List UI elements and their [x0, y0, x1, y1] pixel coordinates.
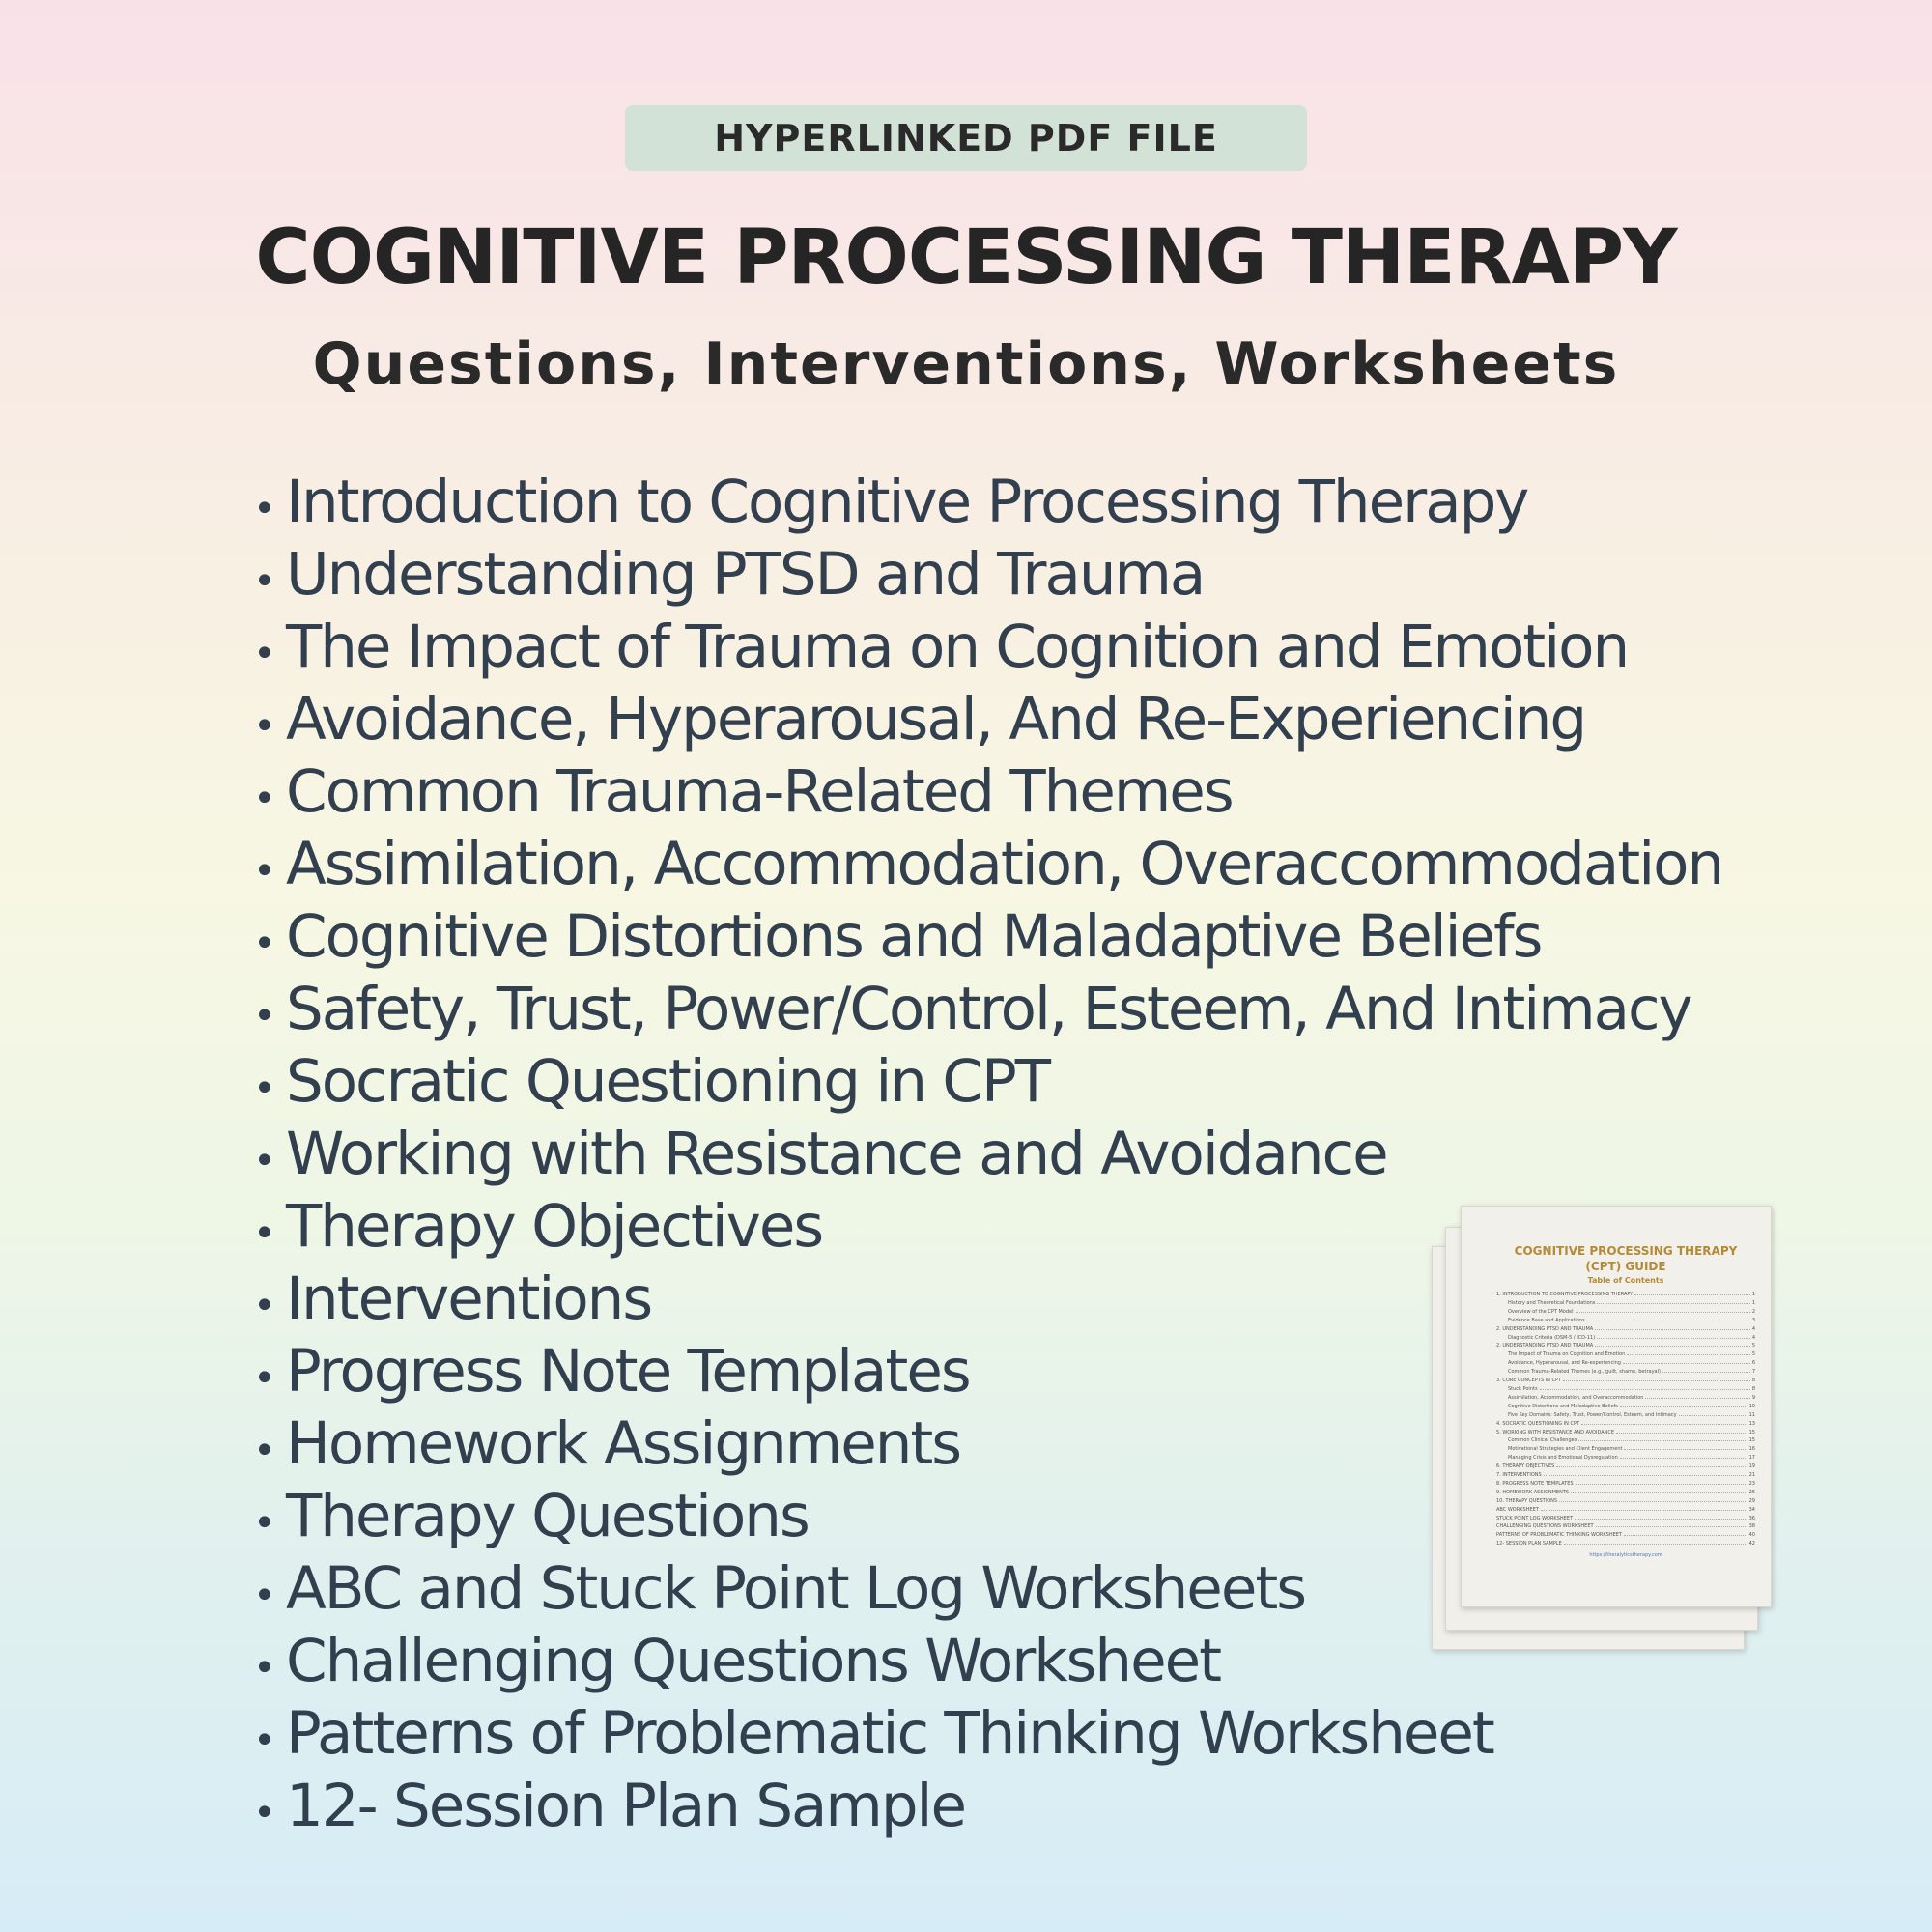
toc-entry [1496, 1385, 1755, 1394]
toc-entry [1496, 1515, 1755, 1523]
toc-entry-text: Assimilation, Accommodation, and Overaccommodation [1508, 1394, 1644, 1401]
topic-item [253, 466, 1722, 538]
bullet-icon: • [253, 1719, 276, 1763]
toc-entry-text: Avoidance, Hyperarousal, and Re-experiencing [1508, 1360, 1621, 1367]
topic-label: Progress Note Templates [286, 1337, 970, 1406]
topic-label: Introduction to Cognitive Processing Therapy [286, 468, 1528, 536]
toc-entry-text: 10. THERAPY QUESTIONS [1496, 1497, 1558, 1504]
topic-label: Therapy Objectives [286, 1192, 823, 1261]
toc-leader [1620, 1454, 1747, 1459]
bullet-icon: • [253, 1356, 276, 1401]
toc-entry-page: 7 [1751, 1369, 1755, 1376]
toc-leader [1616, 1429, 1747, 1434]
toc-leader [1576, 1480, 1747, 1485]
bullet-icon: • [253, 1211, 276, 1256]
toc-entry-page: 8 [1751, 1378, 1755, 1384]
toc-entry-page: 2 [1751, 1308, 1755, 1315]
toc-entry-text: Stuck Points [1508, 1385, 1538, 1392]
bullet-icon: • [253, 1646, 276, 1690]
topic-label: Safety, Trust, Power/Control, Esteem, And Intimacy [286, 975, 1691, 1043]
toc-entry-text: Common Clinical Challenges [1508, 1437, 1577, 1444]
toc-leader [1544, 1471, 1747, 1476]
toc-entry-page: 11 [1748, 1411, 1755, 1418]
bullet-icon: • [253, 922, 276, 966]
toc-entry-text: Five Key Domains: Safety, Trust, Power/Control, Esteem, and Intimacy [1508, 1411, 1677, 1418]
toc-entry [1496, 1489, 1755, 1497]
toc-leader [1624, 1445, 1747, 1450]
topic-item [253, 755, 1722, 828]
toc-entry [1496, 1436, 1755, 1445]
toc-entry-text: 2. UNDERSTANDING PTSD AND TRAUMA [1496, 1343, 1594, 1350]
toc-entry [1496, 1350, 1755, 1359]
document-title: COGNITIVE PROCESSING THERAPY (CPT) GUIDE [1514, 1244, 1738, 1273]
toc-entry-text: Overview of the CPT Model [1508, 1308, 1574, 1315]
topic-item [253, 683, 1722, 755]
toc-leader [1564, 1540, 1747, 1545]
bullet-icon: • [253, 559, 276, 604]
toc-entry [1496, 1506, 1755, 1515]
bullet-icon: • [253, 632, 276, 676]
toc-entry-page: 26 [1748, 1489, 1755, 1495]
topic-item [253, 611, 1722, 683]
toc-entry-page: 23 [1748, 1480, 1755, 1487]
topic-item [253, 538, 1722, 611]
toc-entry-page: 13 [1748, 1420, 1755, 1427]
toc-leader [1597, 1334, 1750, 1339]
toc-entry [1496, 1429, 1755, 1437]
topic-label: Understanding PTSD and Trauma [286, 540, 1205, 609]
pdf-badge [625, 105, 1307, 171]
toc-entry [1496, 1368, 1755, 1377]
toc-entry [1496, 1403, 1755, 1411]
toc-entry [1496, 1420, 1755, 1429]
topic-label: The Impact of Trauma on Cognition and Emotion [286, 612, 1629, 681]
topic-item [253, 1045, 1722, 1118]
toc-entry [1496, 1480, 1755, 1489]
toc-entry-page: 29 [1748, 1497, 1755, 1504]
toc-entry-page: 4 [1751, 1325, 1755, 1332]
toc-entry-text: Cognitive Distortions and Maladaptive Beliefs [1508, 1403, 1618, 1409]
document-toc-label: Table of Contents [1587, 1276, 1664, 1285]
toc-entry-page: 21 [1748, 1472, 1755, 1479]
toc-entry-text: 2. UNDERSTANDING PTSD AND TRAUMA [1496, 1325, 1594, 1332]
toc-leader [1596, 1522, 1747, 1527]
topic-label: Therapy Questions [286, 1482, 809, 1550]
toc-entry-page: 17 [1748, 1455, 1755, 1462]
document-toc [1496, 1291, 1755, 1548]
toc-entry [1496, 1394, 1755, 1403]
toc-leader [1541, 1506, 1747, 1511]
toc-entry-text: History and Theoretical Foundations [1508, 1299, 1596, 1306]
topic-item [253, 1118, 1722, 1190]
topic-item [253, 900, 1722, 973]
bullet-icon: • [253, 1501, 276, 1546]
toc-leader [1559, 1497, 1747, 1502]
toc-entry [1496, 1497, 1755, 1506]
topic-label: Cognitive Distortions and Maladaptive Beliefs [286, 902, 1542, 971]
toc-entry-page: 34 [1748, 1506, 1755, 1513]
toc-entry-text: Diagnostic Criteria (DSM-5 / ICD-11) [1508, 1334, 1596, 1341]
toc-leader [1540, 1385, 1750, 1390]
document-thumbnail [1428, 1206, 1776, 1652]
toc-entry [1496, 1308, 1755, 1317]
bullet-icon: • [253, 1791, 276, 1835]
toc-entry-page: 3 [1751, 1317, 1755, 1323]
topic-item [253, 973, 1722, 1045]
toc-entry [1496, 1317, 1755, 1325]
toc-entry-page: 9 [1751, 1394, 1755, 1401]
toc-leader [1645, 1394, 1749, 1399]
document-page-front [1461, 1206, 1772, 1607]
toc-entry-text: The Impact of Trauma on Cognition and Emotion [1508, 1351, 1626, 1358]
toc-entry-page: 15 [1748, 1437, 1755, 1444]
toc-entry-page: 36 [1748, 1515, 1755, 1521]
toc-entry-text: STUCK POINT LOG WORKSHEET [1496, 1515, 1574, 1521]
topic-label: 12- Session Plan Sample [286, 1772, 966, 1840]
toc-entry-text: Motivational Strategies and Client Engagement [1508, 1446, 1623, 1453]
pdf-badge-label: HYPERLINKED PDF FILE [714, 117, 1218, 159]
toc-entry-page: 8 [1751, 1385, 1755, 1392]
bullet-icon: • [253, 487, 276, 531]
toc-leader [1595, 1342, 1750, 1347]
toc-leader [1571, 1489, 1747, 1493]
toc-leader [1624, 1531, 1747, 1536]
toc-entry [1496, 1334, 1755, 1343]
topic-item [253, 1770, 1722, 1842]
toc-leader [1595, 1325, 1750, 1330]
toc-entry-text: 8. PROGRESS NOTE TEMPLATES [1496, 1480, 1574, 1487]
toc-entry [1496, 1377, 1755, 1385]
document-link: https://theralyticstherapy.com [1589, 1552, 1662, 1559]
toc-leader [1623, 1359, 1750, 1364]
topic-label: Assimilation, Accommodation, Overaccommodation [286, 830, 1723, 898]
toc-entry-text: Managing Crisis and Emotional Dysregulation [1508, 1455, 1618, 1462]
toc-entry [1496, 1454, 1755, 1463]
toc-entry-page: 38 [1748, 1523, 1755, 1530]
toc-entry [1496, 1540, 1755, 1548]
toc-entry-text: CHALLENGING QUESTIONS WORKSHEET [1496, 1523, 1594, 1530]
toc-leader [1587, 1317, 1750, 1321]
toc-entry-page: 16 [1748, 1446, 1755, 1453]
toc-entry-text: 4. SOCRATIC QUESTIONING IN CPT [1496, 1420, 1580, 1427]
toc-entry-page: 10 [1748, 1403, 1755, 1409]
topic-label: Socratic Questioning in CPT [286, 1047, 1050, 1116]
topic-label: ABC and Stuck Point Log Worksheets [286, 1554, 1306, 1623]
toc-entry-page: 15 [1748, 1429, 1755, 1435]
topic-label: Interventions [286, 1264, 652, 1333]
bullet-icon: • [253, 1429, 276, 1473]
toc-leader [1575, 1515, 1747, 1520]
toc-entry [1496, 1342, 1755, 1350]
topic-item [253, 828, 1722, 900]
toc-leader [1620, 1403, 1747, 1407]
toc-entry [1496, 1359, 1755, 1368]
toc-entry [1496, 1299, 1755, 1308]
toc-entry [1496, 1291, 1755, 1299]
topic-label: Common Trauma-Related Themes [286, 757, 1233, 826]
toc-entry-page: 40 [1748, 1532, 1755, 1539]
toc-entry [1496, 1411, 1755, 1420]
toc-entry-text: PATTERNS OF PROBLEMATIC THINKING WORKSHEET [1496, 1532, 1622, 1539]
toc-entry-text: 12- SESSION PLAN SAMPLE [1496, 1541, 1562, 1548]
toc-entry-page: 1 [1751, 1292, 1755, 1297]
toc-entry [1496, 1531, 1755, 1540]
toc-entry-text: 7. INTERVENTIONS [1496, 1472, 1542, 1479]
topic-label: Patterns of Problematic Thinking Worksheet [286, 1699, 1493, 1768]
toc-leader [1679, 1411, 1747, 1416]
toc-entry-text: 3. CORE CONCEPTS IN CPT [1496, 1378, 1562, 1384]
toc-entry [1496, 1325, 1755, 1334]
bullet-icon: • [253, 849, 276, 894]
topic-label: Avoidance, Hyperarousal, And Re-Experiencing [286, 685, 1586, 753]
toc-entry-text: ABC WORKSHEET [1496, 1506, 1539, 1513]
toc-leader [1581, 1420, 1747, 1425]
toc-entry-page: 19 [1748, 1463, 1755, 1470]
toc-leader [1576, 1308, 1750, 1313]
bullet-icon: • [253, 777, 276, 821]
bullet-icon: • [253, 1139, 276, 1183]
toc-entry-text: Common Trauma-Related Themes (e.g., guilt, shame, betrayal) [1508, 1369, 1661, 1376]
bullet-icon: • [253, 1066, 276, 1111]
toc-entry-page: 6 [1751, 1360, 1755, 1367]
toc-entry-text: 9. HOMEWORK ASSIGNMENTS [1496, 1489, 1570, 1495]
topic-label: Challenging Questions Worksheet [286, 1627, 1221, 1695]
toc-entry [1496, 1445, 1755, 1454]
toc-entry-page: 1 [1751, 1299, 1755, 1306]
toc-entry [1496, 1522, 1755, 1531]
toc-leader [1563, 1377, 1750, 1381]
toc-entry [1496, 1463, 1755, 1471]
bullet-icon: • [253, 704, 276, 749]
page-subtitle: Questions, Interventions, Worksheets [312, 330, 1620, 398]
toc-entry-text: 5. WORKING WITH RESISTANCE AND AVOIDANCE [1496, 1429, 1615, 1435]
bullet-icon: • [253, 1284, 276, 1328]
toc-entry-page: 5 [1751, 1343, 1755, 1350]
toc-leader [1662, 1368, 1750, 1373]
toc-entry [1496, 1471, 1755, 1480]
toc-leader [1556, 1463, 1747, 1467]
toc-leader [1627, 1350, 1750, 1355]
toc-entry-page: 42 [1748, 1541, 1755, 1548]
toc-entry-text: 6. THERAPY OBJECTIVES [1496, 1463, 1555, 1470]
toc-leader [1578, 1436, 1747, 1441]
toc-entry-text: 1. INTRODUCTION TO COGNITIVE PROCESSING THERAPY [1496, 1292, 1634, 1297]
topic-item [253, 1697, 1722, 1770]
page-title: COGNITIVE PROCESSING THERAPY [255, 214, 1677, 301]
toc-leader [1634, 1291, 1749, 1295]
toc-entry-page: 5 [1751, 1351, 1755, 1358]
toc-entry-page: 4 [1751, 1334, 1755, 1341]
bullet-icon: • [253, 994, 276, 1038]
bullet-icon: • [253, 1574, 276, 1618]
topic-label: Working with Resistance and Avoidance [286, 1120, 1387, 1188]
toc-entry-text: Evidence Base and Applications [1508, 1317, 1585, 1323]
toc-leader [1597, 1299, 1749, 1304]
topic-label: Homework Assignments [286, 1409, 961, 1478]
